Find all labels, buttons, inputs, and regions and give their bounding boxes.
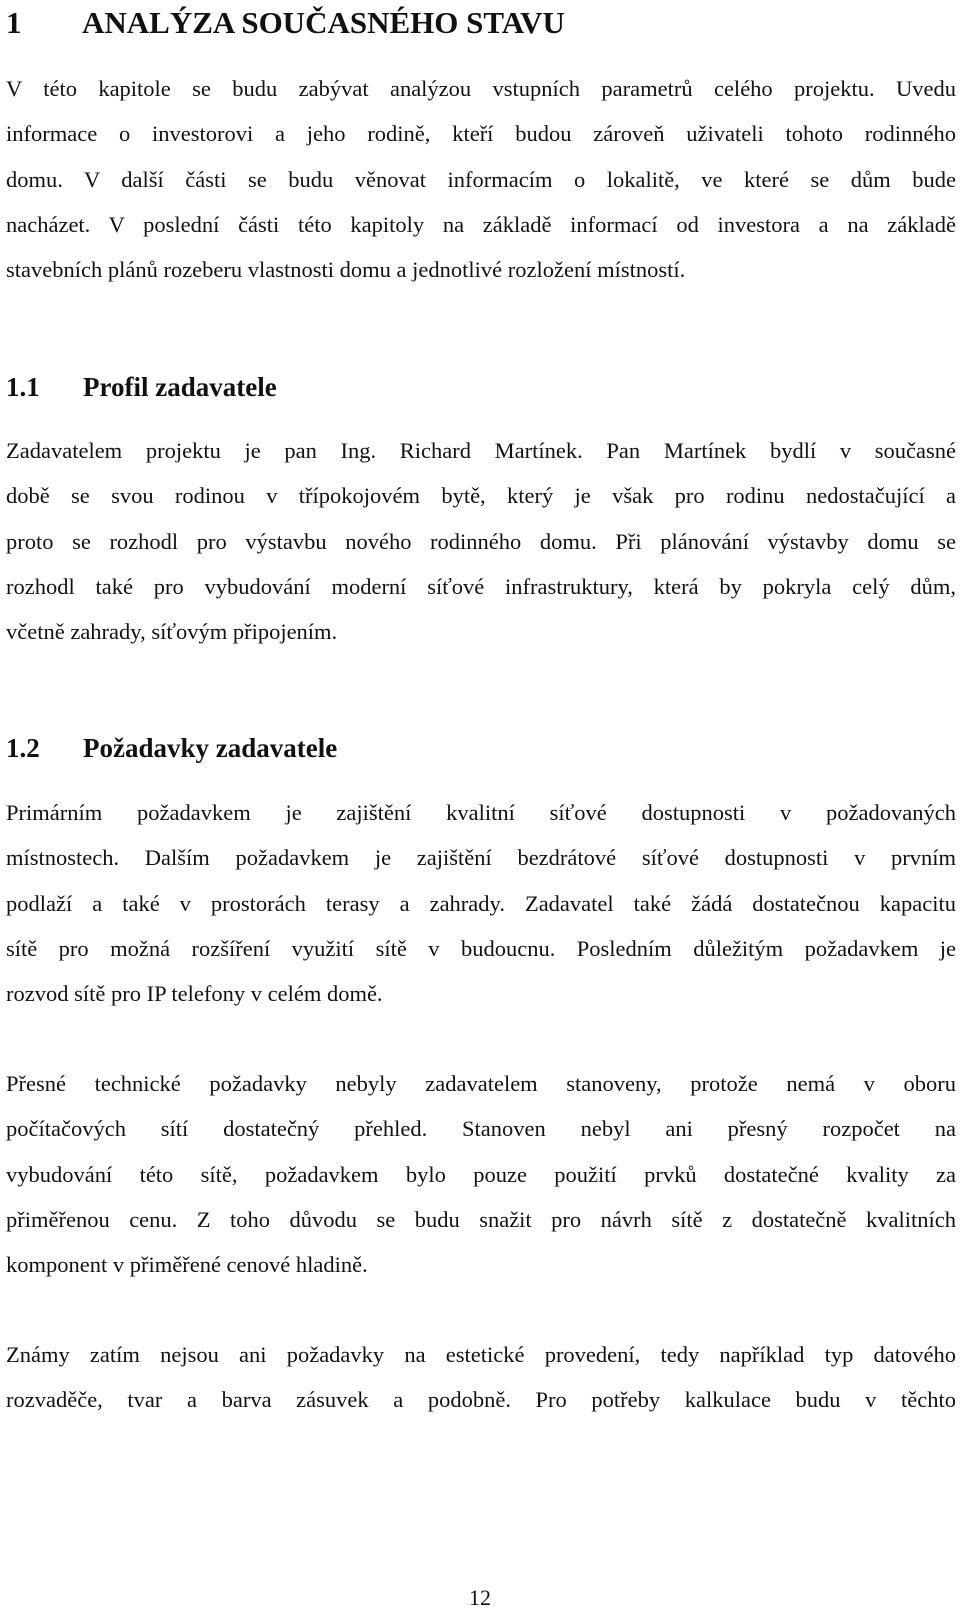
paragraph-line: domu. V další části se budu věnovat informacím o lokalitě, ve které se dům bude (6, 166, 956, 192)
paragraph-line: době se svou rodinou v třípokojovém bytě, který je však pro rodinu nedostačující a (6, 483, 956, 509)
paragraph-line: proto se rozhodl pro výstavbu nového rodinného domu. Při plánování výstavby domu se (6, 528, 956, 554)
paragraph-line: místnostech. Dalším požadavkem je zajištění bezdrátové síťové dostupnosti v prvním (6, 845, 956, 871)
requirements-paragraph-3 (6, 1332, 956, 1423)
section-heading-1-2 (6, 731, 337, 765)
chapter-intro-paragraph (6, 66, 956, 292)
paragraph-line: stavebních plánů rozeberu vlastnosti domu a jednotlivé rozložení místností. (6, 257, 686, 283)
paragraph-line: rozhodl také pro vybudování moderní síťové infrastruktury, která by pokryla celý dům, (6, 573, 956, 599)
paragraph-line: sítě pro možná rozšíření využití sítě v budoucnu. Posledním důležitým požadavkem je (6, 935, 956, 961)
paragraph-line: V této kapitole se budu zabývat analýzou vstupních parametrů celého projektu. Uvedu (6, 76, 956, 101)
paragraph-line: informace o investorovi a jeho rodině, kteří budou zároveň uživateli tohoto rodinného (6, 121, 956, 147)
requirements-paragraph-2 (6, 1061, 956, 1287)
chapter-title: ANALÝZA SOUČASNÉHO STAVU (82, 5, 565, 40)
section-number: 1.2 (6, 733, 40, 763)
paragraph-line: nacházet. V poslední části této kapitoly na základě informací od investora a na základě (6, 211, 956, 237)
paragraph-line: Zadavatelem projektu je pan Ing. Richard Martínek. Pan Martínek bydlí v současné (6, 438, 956, 463)
paragraph-line: Primárním požadavkem je zajištění kvalitní síťové dostupnosti v požadovaných (6, 800, 956, 825)
requirements-paragraph-1 (6, 790, 956, 1016)
paragraph-line: rozvod sítě pro IP telefony v celém domě. (6, 981, 383, 1007)
section-number: 1.1 (6, 372, 40, 402)
section-title: Požadavky zadavatele (83, 733, 338, 763)
paragraph-line: rozvaděče, tvar a barva zásuvek a podobně. Pro potřeby kalkulace budu v těchto (6, 1387, 956, 1413)
paragraph-line: včetně zahrady, síťovým připojením. (6, 619, 338, 645)
profile-paragraph (6, 428, 956, 654)
paragraph-line: Známy zatím nejsou ani požadavky na estetické provedení, tedy například typ datového (6, 1342, 956, 1367)
paragraph-line: počítačových sítí dostatečný přehled. Stanoven nebyl ani přesný rozpočet na (6, 1116, 956, 1142)
paragraph-line: vybudování této sítě, požadavkem bylo pouze použití prvků dostatečné kvality za (6, 1161, 956, 1187)
section-title: Profil zadavatele (83, 372, 277, 402)
section-heading-1-1 (6, 370, 277, 404)
paragraph-line: přiměřenou cenu. Z toho důvodu se budu snažit pro návrh sítě z dostatečně kvalitních (6, 1206, 956, 1232)
page-number: 12 (469, 1585, 491, 1610)
paragraph-line: komponent v přiměřené cenové hladině. (6, 1252, 368, 1278)
chapter-number: 1 (6, 5, 22, 40)
paragraph-line: podlaží a také v prostorách terasy a zahrady. Zadavatel také žádá dostatečnou kapacitu (6, 890, 956, 916)
chapter-heading (6, 4, 565, 42)
paragraph-line: Přesné technické požadavky nebyly zadavatelem stanoveny, protože nemá v oboru (6, 1071, 956, 1096)
